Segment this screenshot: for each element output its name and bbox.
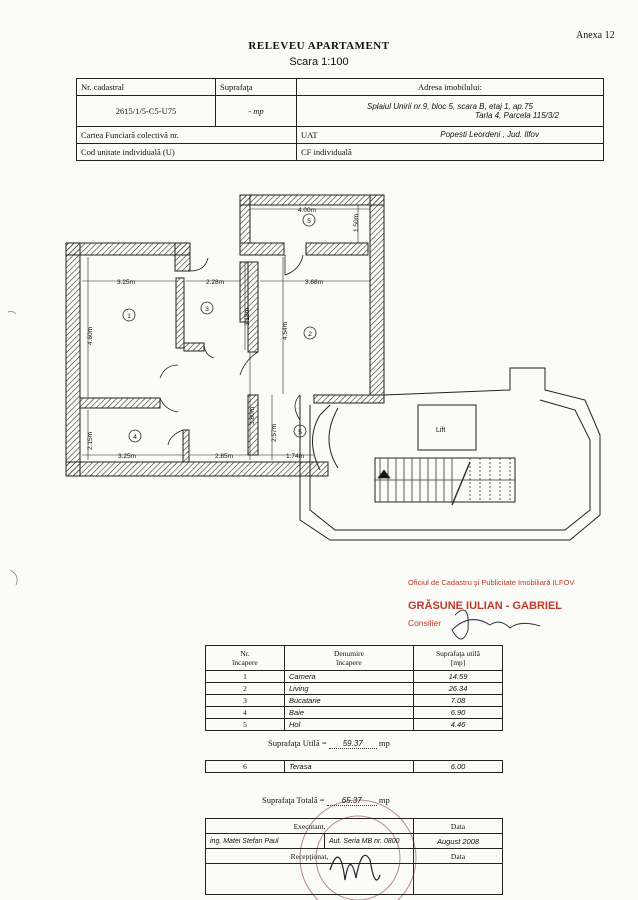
- room-area: 6.90: [414, 707, 503, 719]
- executant-name: ing. Matei Stefan Paul: [206, 834, 325, 849]
- room-area: 4.46: [414, 719, 503, 731]
- useful-area-unit: mp: [378, 738, 390, 748]
- dim-215: 2.15m: [87, 431, 94, 450]
- scale-label: Scara 1:100: [289, 56, 349, 68]
- address-label: Adresa imobilului:: [297, 79, 604, 96]
- terrace-area: 6.00: [414, 761, 503, 773]
- room-number-5b: 5: [298, 429, 302, 436]
- room-area: 26.34: [414, 683, 503, 695]
- uat-value: Popesti Leordeni , Jud. Ilfov: [440, 130, 539, 139]
- table-row: [206, 671, 503, 683]
- cf-collective-label: Cartea Funciară colectivă nr.: [77, 127, 297, 144]
- total-area-value: 65.37: [327, 796, 377, 806]
- dim-285: 2.85m: [215, 453, 234, 460]
- room-number-1: 1: [127, 313, 131, 320]
- staircase-outline: [300, 368, 600, 540]
- address-line2: Tarla 4, Parcela 115/3/2: [474, 111, 559, 120]
- page-margin-marks: [8, 311, 17, 585]
- address-line1: Splaiul Unirii nr.9, bloc 5, scara B, etaj 1, ap.75: [366, 102, 533, 111]
- room-nr: 2: [206, 683, 285, 695]
- executant-date-label: Data: [414, 819, 503, 834]
- lift-label: Lift: [436, 427, 446, 434]
- header-nr: [206, 646, 285, 671]
- dim-174: 1.74m: [286, 453, 305, 460]
- total-area-line: [262, 795, 390, 806]
- dim-150: 1.50m: [353, 213, 360, 232]
- cadastre-office: Oficiul de Cadastru şi Publicitate Imobiliară ILFOV: [408, 578, 575, 587]
- area-value: - mp: [216, 96, 297, 127]
- dim-400: 4.00m: [298, 207, 317, 214]
- officer-role: Consilier: [408, 618, 442, 628]
- header-area: [414, 646, 503, 671]
- executant-table: [205, 818, 503, 895]
- room-name: Baie: [285, 707, 414, 719]
- executant-date: August 2008: [414, 834, 503, 849]
- total-area-label: Suprafaţa Totală =: [262, 795, 325, 805]
- terrace-nr: 6: [206, 761, 285, 773]
- header-nr-line1: Nr.: [240, 649, 250, 658]
- cf-individual-label: CF individuală: [297, 144, 604, 161]
- useful-area-label: Suprafaţa Utilă =: [268, 738, 327, 748]
- receptionat-date-cell: [414, 864, 503, 895]
- table-row: [206, 683, 503, 695]
- room-nr: 4: [206, 707, 285, 719]
- room-area: 14.59: [414, 671, 503, 683]
- dim-368: 3.68m: [305, 279, 324, 286]
- dim-228: 2.28m: [206, 279, 225, 286]
- area-label: Suprafaţa: [216, 79, 297, 96]
- room-name: Living: [285, 683, 414, 695]
- rooms-table: [205, 645, 503, 731]
- room-name: Hol: [285, 719, 414, 731]
- apartment-walls: [66, 195, 384, 476]
- dim-257: 2.57m: [271, 423, 278, 442]
- table-row: [206, 719, 503, 731]
- cadastral-label: Nr. cadastral: [77, 79, 216, 96]
- unit-code-label: Cod unitate individuală (U): [77, 144, 297, 161]
- total-area-unit: mp: [378, 795, 390, 805]
- dim-380: 3.80m: [249, 406, 256, 425]
- room-name: Camera: [285, 671, 414, 683]
- header-name-line1: Denumire: [334, 649, 364, 658]
- header-nr-line2: încapere: [232, 658, 258, 667]
- signature-scribble: [452, 610, 540, 639]
- dim-325b: 3.25m: [118, 453, 137, 460]
- room-number-5a: 5: [307, 218, 311, 225]
- room-number-2: 2: [308, 331, 312, 338]
- table-row: [206, 695, 503, 707]
- receptionat-date-label: Data: [414, 849, 503, 864]
- receptionat-label: Recepţionat,: [206, 849, 414, 864]
- dim-454: 4.54m: [282, 321, 289, 340]
- officer-name: GRĂSUNE IULIAN - GABRIEL: [408, 600, 562, 612]
- uat-label: UAT: [301, 130, 318, 140]
- document-title: RELEVEU APARTAMENT: [248, 40, 390, 52]
- room-nr: 3: [206, 695, 285, 707]
- room-nr: 5: [206, 719, 285, 731]
- table-row: [206, 707, 503, 719]
- annex-label: Anexa 12: [576, 30, 615, 41]
- room-number-3: 3: [205, 306, 209, 313]
- dim-460: 4.60m: [87, 326, 94, 345]
- room-area: 7.08: [414, 695, 503, 707]
- receptionat-signature-cell: [206, 864, 414, 895]
- room-nr: 1: [206, 671, 285, 683]
- executant-label: Executant,: [206, 819, 414, 834]
- useful-area-value: 59.37: [329, 739, 377, 749]
- useful-area-line: [268, 738, 390, 749]
- executant-authorization: Aut. Seria MB nr. 0800: [325, 834, 414, 849]
- room-number-4: 4: [133, 434, 137, 441]
- cadastral-value: 2615/1/5-C5-U75: [77, 96, 216, 127]
- stairs: [375, 458, 515, 505]
- header-area-line2: [mp]: [450, 658, 466, 667]
- header-name-line2: încapere: [336, 658, 362, 667]
- dim-318: 3.18m: [244, 307, 251, 326]
- room-name: Bucatarie: [285, 695, 414, 707]
- header-area-line1: Suprafaţa utilă: [436, 649, 480, 658]
- terrace-name: Terasa: [285, 761, 414, 773]
- table-row: [206, 761, 503, 773]
- header-name: [285, 646, 414, 671]
- terrace-table: [205, 760, 503, 773]
- dim-325a: 3.25m: [117, 279, 136, 286]
